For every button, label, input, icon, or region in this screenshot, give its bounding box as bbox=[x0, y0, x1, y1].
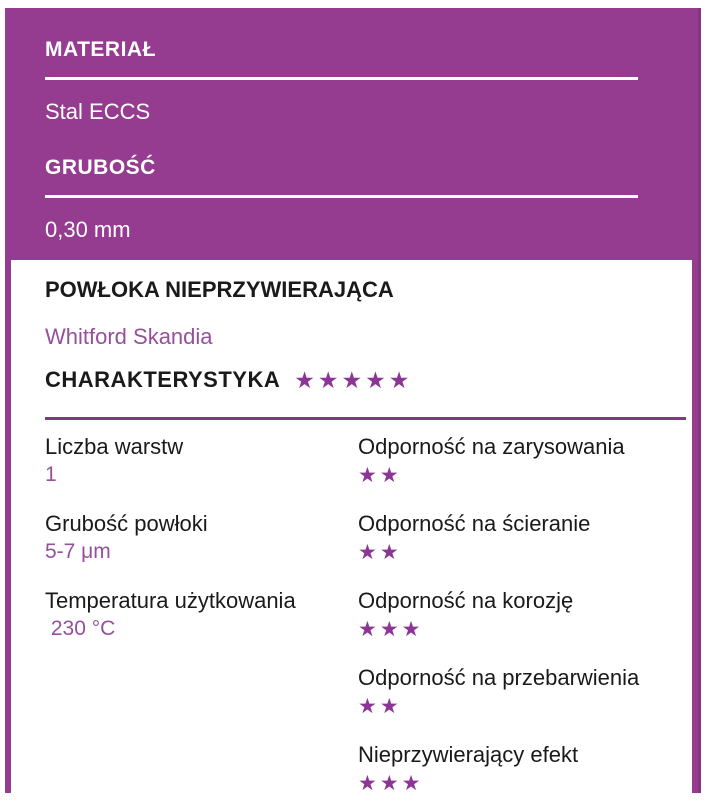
property-item-coating-thickness bbox=[45, 511, 358, 588]
property-star-rating: ★★★ bbox=[358, 772, 424, 795]
property-value: 1 bbox=[45, 463, 57, 486]
property-star-rating: ★★ bbox=[358, 541, 402, 564]
material-divider bbox=[45, 77, 638, 80]
thickness-divider bbox=[45, 195, 638, 198]
property-label: Odporność na zarysowania bbox=[358, 434, 625, 459]
property-item-usage-temperature bbox=[45, 588, 358, 642]
material-group bbox=[45, 38, 638, 124]
material-value: Stal ECCS bbox=[45, 99, 151, 124]
property-label: Odporność na korozję bbox=[358, 588, 574, 613]
property-item-nonstick-effect bbox=[358, 742, 686, 797]
property-label: Temperatura użytkowania bbox=[45, 588, 296, 613]
properties-grid bbox=[45, 434, 686, 797]
properties-column-left bbox=[45, 434, 358, 797]
property-value: 230 °C bbox=[45, 617, 116, 640]
property-item-discoloration-resistance bbox=[358, 665, 686, 742]
property-star-rating: ★★ bbox=[358, 695, 402, 718]
thickness-value: 0,30 mm bbox=[45, 217, 131, 242]
property-label: Odporność na przebarwienia bbox=[358, 665, 640, 690]
coating-panel bbox=[11, 260, 692, 807]
property-label: Nieprzywierający efekt bbox=[358, 742, 579, 767]
section-divider bbox=[45, 417, 686, 420]
property-value: 5-7 μm bbox=[45, 540, 111, 563]
characteristics-row bbox=[45, 367, 686, 393]
property-label: Liczba warstw bbox=[45, 434, 184, 459]
property-label: Grubość powłoki bbox=[45, 511, 208, 536]
property-label: Odporność na ścieranie bbox=[358, 511, 591, 536]
header-section bbox=[5, 8, 698, 260]
property-item-abrasion-resistance bbox=[358, 511, 686, 588]
properties-column-right bbox=[358, 434, 686, 797]
property-item-corrosion-resistance bbox=[358, 588, 686, 665]
property-star-rating: ★★ bbox=[358, 464, 402, 487]
characteristics-label: CHARAKTERYSTYKA bbox=[45, 367, 281, 392]
coating-brand: Whitford Skandia bbox=[45, 324, 213, 349]
thickness-group bbox=[45, 156, 638, 242]
material-heading: MATERIAŁ bbox=[45, 38, 156, 61]
characteristics-star-rating: ★★★★★ bbox=[294, 367, 413, 393]
thickness-heading: GRUBOŚĆ bbox=[45, 156, 156, 179]
product-spec-card bbox=[5, 8, 701, 793]
property-star-rating: ★★★ bbox=[358, 618, 424, 641]
property-item-scratch-resistance bbox=[358, 434, 686, 511]
property-item-layers bbox=[45, 434, 358, 511]
coating-title: POWŁOKA NIEPRZYWIERAJĄCA bbox=[45, 277, 394, 302]
